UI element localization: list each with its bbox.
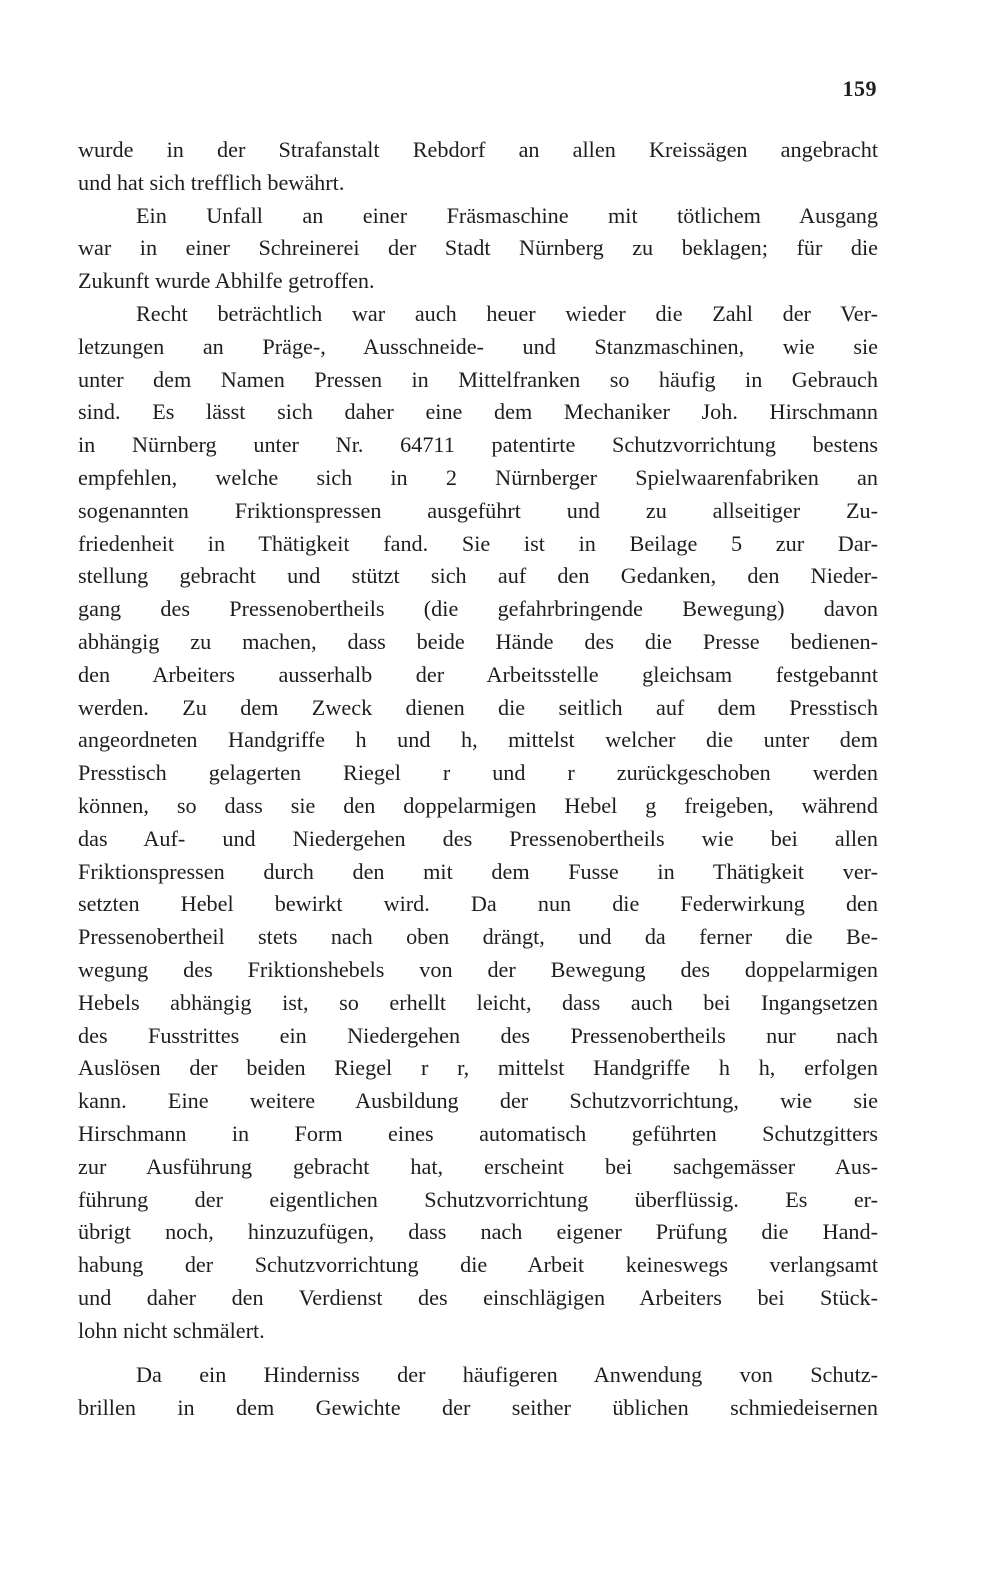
text-line: führung der eigentlichen Schutzvorrichtung überflüssig. Es er-: [78, 1186, 878, 1212]
text-line: das Auf- und Niedergehen des Pressenobertheils wie bei allen: [78, 825, 878, 851]
text-line: Hebels abhängig ist, so erhellt leicht, dass auch bei Ingangsetzen: [78, 989, 878, 1015]
text-line: Auslösen der beiden Riegel r r, mittelst Handgriffe h h, erfolgen: [78, 1055, 878, 1081]
text-line: des Fusstrittes ein Niedergehen des Pressenobertheils nur nach: [78, 1022, 878, 1048]
text-line: Pressenobertheil stets nach oben drängt, und da ferner die Be-: [78, 924, 878, 950]
text-line: empfehlen, welche sich in 2 Nürnberger Spielwaarenfabriken an: [78, 464, 878, 490]
text-line: angeordneten Handgriffe h und h, mittelst welcher die unter dem: [78, 727, 878, 753]
text-line: gang des Pressenobertheils (die gefahrbringende Bewegung) davon: [78, 596, 878, 622]
text-line: werden. Zu dem Zweck dienen die seitlich auf dem Presstisch: [78, 694, 878, 720]
text-line: zur Ausführung gebracht hat, erscheint bei sachgemässer Aus-: [78, 1153, 878, 1179]
text-line: Da ein Hinderniss der häufigeren Anwendung von Schutz-: [136, 1362, 878, 1388]
text-line: abhängig zu machen, dass beide Hände des die Presse bedienen-: [78, 628, 878, 654]
text-line: Recht beträchtlich war auch heuer wieder die Zahl der Ver-: [136, 300, 878, 326]
text-line: den Arbeiters ausserhalb der Arbeitsstelle gleichsam festgebannt: [78, 661, 878, 687]
page-number: 159: [842, 76, 877, 101]
text-line: brillen in dem Gewichte der seither üblichen schmiedeisernen: [78, 1395, 878, 1421]
text-line: sogenannten Friktionspressen ausgeführt und zu allseitiger Zu-: [78, 497, 878, 523]
text-line: habung der Schutzvorrichtung die Arbeit keineswegs verlangsamt: [78, 1252, 878, 1278]
text-line: wurde in der Strafanstalt Rebdorf an allen Kreissägen angebracht: [78, 137, 878, 162]
paragraph: [78, 1359, 878, 1425]
text-line: übrigt noch, hinzuzufügen, dass nach eigener Prüfung die Hand-: [78, 1219, 878, 1245]
text-line: in Nürnberg unter Nr. 64711 patentirte Schutzvorrichtung bestens: [78, 432, 878, 458]
text-line: friedenheit in Thätigkeit fand. Sie ist in Beilage 5 zur Dar-: [78, 530, 878, 556]
text-line: wegung des Friktionshebels von der Bewegung des doppelarmigen: [78, 956, 878, 982]
text-line: können, so dass sie den doppelarmigen Hebel g freigeben, während: [78, 792, 878, 818]
text-line: und hat sich trefflich bewährt.: [78, 169, 345, 195]
text-line: Ein Unfall an einer Fräsmaschine mit tötlichem Ausgang: [136, 202, 878, 228]
text-line: war in einer Schreinerei der Stadt Nürnberg zu beklagen; für die: [78, 235, 878, 261]
text-line: Friktionspressen durch den mit dem Fusse in Thätigkeit ver-: [78, 858, 878, 884]
text-line: letzungen an Präge-, Ausschneide- und Stanzmaschinen, wie sie: [78, 333, 878, 359]
text-line: kann. Eine weitere Ausbildung der Schutzvorrichtung, wie sie: [78, 1088, 878, 1114]
text-line: stellung gebracht und stützt sich auf den Gedanken, den Nieder-: [78, 563, 878, 589]
text-line: Hirschmann in Form eines automatisch geführten Schutzgitters: [78, 1120, 878, 1146]
text-line: Zukunft wurde Abhilfe getroffen.: [78, 268, 375, 294]
text-line: lohn nicht schmälert.: [78, 1317, 265, 1343]
body-text: [78, 134, 878, 1425]
paragraph: [78, 200, 878, 298]
paragraph: [78, 298, 878, 1348]
text-line: unter dem Namen Pressen in Mittelfranken so häufig in Gebrauch: [78, 366, 878, 392]
paragraph: [78, 134, 878, 200]
text-line: Presstisch gelagerten Riegel r und r zurückgeschoben werden: [78, 760, 878, 786]
text-line: und daher den Verdienst des einschlägigen Arbeiters bei Stück-: [78, 1284, 878, 1310]
text-line: sind. Es lässt sich daher eine dem Mechaniker Joh. Hirschmann: [78, 399, 878, 425]
text-line: setzten Hebel bewirkt wird. Da nun die Federwirkung den: [78, 891, 878, 917]
